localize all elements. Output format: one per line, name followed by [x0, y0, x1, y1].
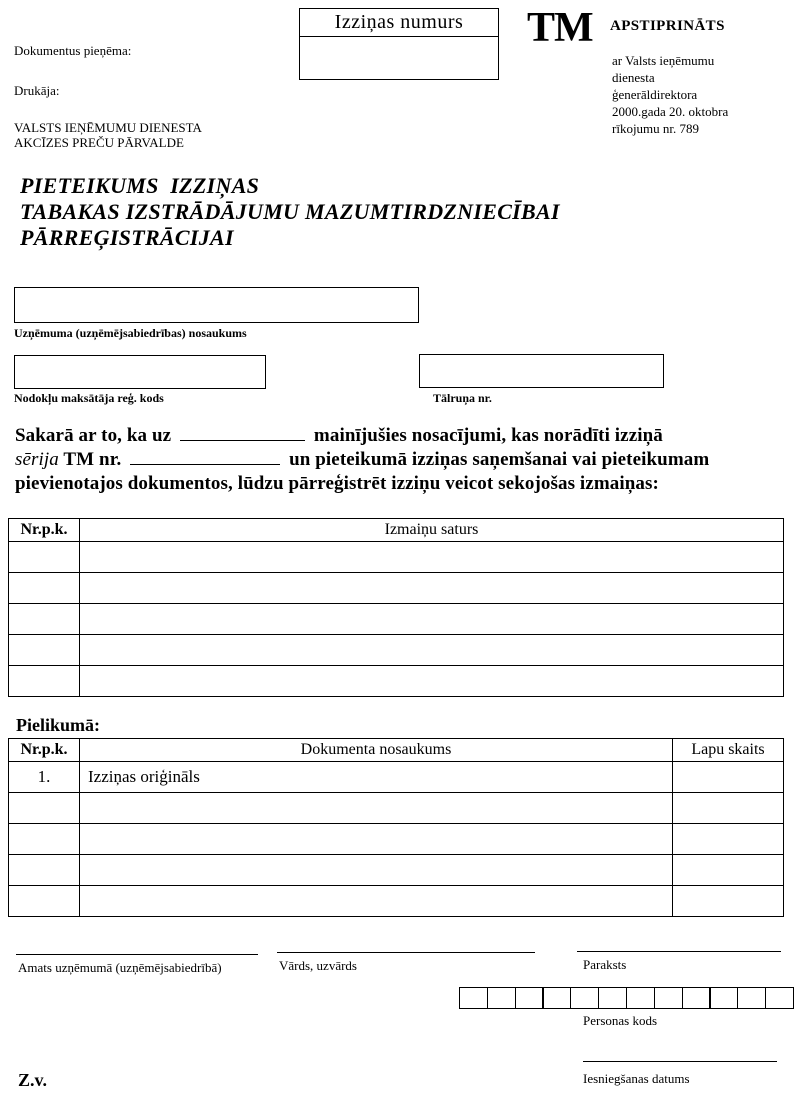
- attachments-header-pages: Lapu skaits: [673, 739, 784, 762]
- personal-code-digit[interactable]: [626, 987, 655, 1009]
- certificate-number-field[interactable]: [300, 37, 498, 78]
- personal-code-digit[interactable]: [765, 987, 794, 1009]
- personal-code-digit[interactable]: [459, 987, 488, 1009]
- attachments-header-no: Nr.p.k.: [9, 739, 80, 762]
- position-line[interactable]: [16, 954, 258, 955]
- attachment-row-name: Izziņas oriģināls: [80, 762, 673, 793]
- approval-line: rīkojumu nr. 789: [612, 121, 700, 136]
- table-cell[interactable]: [80, 666, 784, 697]
- table-cell[interactable]: [9, 635, 80, 666]
- personal-code-digit[interactable]: [570, 987, 599, 1009]
- certificate-number-label: Izziņas numurs: [300, 9, 498, 37]
- table-row: [9, 666, 784, 697]
- personal-code-digit[interactable]: [487, 987, 516, 1009]
- table-cell[interactable]: [673, 762, 784, 793]
- tm-number-label: TM nr.: [58, 449, 122, 470]
- attachments-table: [8, 738, 784, 917]
- table-cell[interactable]: [9, 666, 80, 697]
- attachment-row-no: 1.: [9, 762, 80, 793]
- table-cell[interactable]: [80, 635, 784, 666]
- table-cell[interactable]: [80, 542, 784, 573]
- table-row: [9, 604, 784, 635]
- received-by-label: Dokumentus pieņēma:: [14, 43, 132, 58]
- tax-code-label: Nodokļu maksātāja reģ. kods: [14, 391, 164, 405]
- table-cell[interactable]: [80, 824, 673, 855]
- document-title: [20, 173, 560, 251]
- table-cell[interactable]: [80, 604, 784, 635]
- name-line[interactable]: [277, 952, 535, 953]
- approval-line: ģenerāldirektora: [612, 87, 698, 102]
- company-name-field[interactable]: [14, 287, 419, 323]
- table-cell[interactable]: [80, 855, 673, 886]
- table-row: [9, 542, 784, 573]
- personal-code-label: Personas kods: [583, 1013, 658, 1028]
- series-label: sērija: [15, 449, 59, 470]
- office-line-1: VALSTS IEŅĒMUMU DIENESTA: [14, 120, 202, 135]
- personal-code-boxes[interactable]: [459, 987, 793, 1009]
- personal-code-digit[interactable]: [682, 987, 711, 1009]
- table-row: [9, 855, 784, 886]
- date-line[interactable]: [583, 1061, 777, 1062]
- paragraph-text: pievienotajos dokumentos, lūdzu pārreģistrēt izziņu veicot sekojošas izmaiņas:: [15, 473, 659, 494]
- personal-code-digit[interactable]: [542, 987, 571, 1009]
- seal-place-label: Z.v.: [18, 1070, 48, 1090]
- tax-code-field[interactable]: [14, 355, 266, 389]
- certificate-number-box: [299, 8, 499, 80]
- paragraph-text: mainījušies nosacījumi, kas norādīti izziņā: [313, 425, 663, 446]
- paragraph-text: un pieteikumā izziņas saņemšanai vai pieteikumam: [289, 449, 710, 470]
- approval-line: 2000.gada 20. oktobra: [612, 104, 729, 119]
- personal-code-digit[interactable]: [598, 987, 627, 1009]
- approval-text: [612, 52, 772, 137]
- table-row: [9, 824, 784, 855]
- attachments-heading: Pielikumā:: [16, 715, 100, 735]
- table-cell[interactable]: [9, 573, 80, 604]
- name-label: Vārds, uzvārds: [279, 958, 357, 973]
- table-cell[interactable]: [9, 824, 80, 855]
- personal-code-digit[interactable]: [515, 987, 544, 1009]
- table-cell[interactable]: [9, 855, 80, 886]
- changes-header-content: Izmaiņu saturs: [80, 519, 784, 542]
- phone-field[interactable]: [419, 354, 664, 388]
- personal-code-digit[interactable]: [737, 987, 766, 1009]
- date-label: Iesniegšanas datums: [583, 1071, 690, 1086]
- table-row: [9, 886, 784, 917]
- table-cell[interactable]: [80, 793, 673, 824]
- table-cell[interactable]: [9, 886, 80, 917]
- table-cell[interactable]: [9, 604, 80, 635]
- changes-header-no: Nr.p.k.: [9, 519, 80, 542]
- certificate-number-blank[interactable]: [130, 448, 280, 465]
- tm-mark: TM: [527, 5, 593, 51]
- signature-label: Paraksts: [583, 957, 627, 972]
- table-cell[interactable]: [9, 542, 80, 573]
- title-line-1: PIETEIKUMS IZZIŅAS: [20, 173, 260, 198]
- position-label: Amats uzņēmumā (uzņēmējsabiedrībā): [18, 960, 222, 975]
- table-cell[interactable]: [80, 886, 673, 917]
- attachments-header-name: Dokumenta nosaukums: [80, 739, 673, 762]
- table-row: [9, 573, 784, 604]
- table-row: [9, 793, 784, 824]
- approval-line: ar Valsts ieņēmumu: [612, 53, 715, 68]
- approved-title: APSTIPRINĀTS: [610, 18, 725, 34]
- table-cell[interactable]: [9, 793, 80, 824]
- table-cell[interactable]: [673, 886, 784, 917]
- table-cell[interactable]: [80, 573, 784, 604]
- phone-label: Tālruņa nr.: [433, 391, 492, 405]
- table-row: [9, 762, 784, 793]
- personal-code-digit[interactable]: [654, 987, 683, 1009]
- date-blank[interactable]: [180, 424, 305, 441]
- table-cell[interactable]: [673, 793, 784, 824]
- signature-line[interactable]: [577, 951, 781, 952]
- title-line-2: TABAKAS IZSTRĀDĀJUMU MAZUMTIRDZNIECĪBAI: [20, 199, 560, 224]
- table-row: [9, 635, 784, 666]
- request-paragraph: [15, 424, 785, 496]
- personal-code-digit[interactable]: [709, 987, 738, 1009]
- office-line-2: AKCĪZES PREČU PĀRVALDE: [14, 135, 184, 150]
- approval-line: dienesta: [612, 70, 655, 85]
- office-name: [14, 120, 202, 150]
- table-cell[interactable]: [673, 855, 784, 886]
- changes-table: [8, 518, 784, 697]
- paragraph-text: Sakarā ar to, ka uz: [15, 425, 172, 446]
- company-name-label: Uzņēmuma (uzņēmējsabiedrības) nosaukums: [14, 326, 247, 340]
- title-line-3: PĀRREĢISTRĀCIJAI: [20, 225, 234, 250]
- printed-by-label: Drukāja:: [14, 83, 60, 98]
- table-cell[interactable]: [673, 824, 784, 855]
